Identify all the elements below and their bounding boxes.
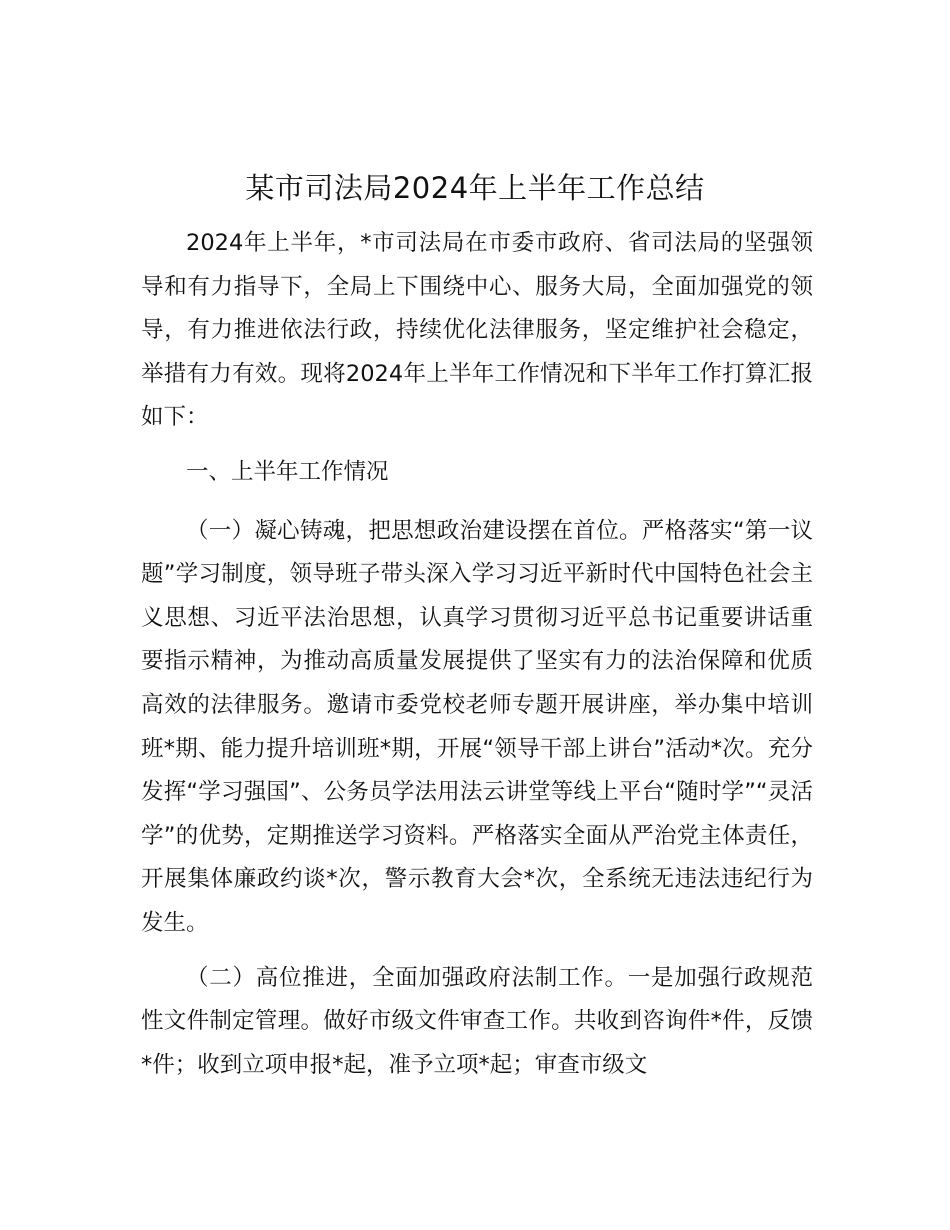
intro-paragraph: 2024年上半年，*市司法局在市委市政府、省司法局的坚强领导和有力指导下，全局上下围绕中心、服务大局，全面加强党的领导，有力推进依法行政，持续优化法律服务，坚定维护社会稳定，举措有力有效。现将2024年上半年工作情况和下半年工作打算汇报如下： [141, 230, 813, 431]
body-paragraph-1: （一）凝心铸魂，把思想政治建设摆在首位。严格落实“第一议题”学习制度，领导班子带头深入学习习近平新时代中国特色社会主义思想、习近平法治思想，认真学习贯彻习近平总书记重要讲话重要指示精神，为推动高质量发展提供了坚实有力的法治保障和优质高效的法律服务。邀请市委党校老师专题开展讲座，举办集中培训班*期、能力提升培训班*期，开展“领导干部上讲台”活动*次。充分发挥“学习强国”、公务员学法用法云讲堂等线上平台“随时学”“灵活学”的优势，定期推送学习资料。严格落实全面从严治党主体责任，开展集体廉政约谈*次，警示教育大会*次，全系统无违法违纪行为发生。 [141, 517, 813, 936]
body-paragraph-2: （二）高位推进，全面加强政府法制工作。一是加强行政规范性文件制定管理。做好市级文件审查工作。共收到咨询件*件，反馈*件；收到立项申报*起，准予立项*起；审查市级文 [141, 964, 813, 1078]
document-title: 某市司法局2024年上半年工作总结 [245, 171, 705, 205]
section-heading: 一、上半年工作情况 [186, 458, 389, 485]
document-body [141, 222, 813, 1087]
